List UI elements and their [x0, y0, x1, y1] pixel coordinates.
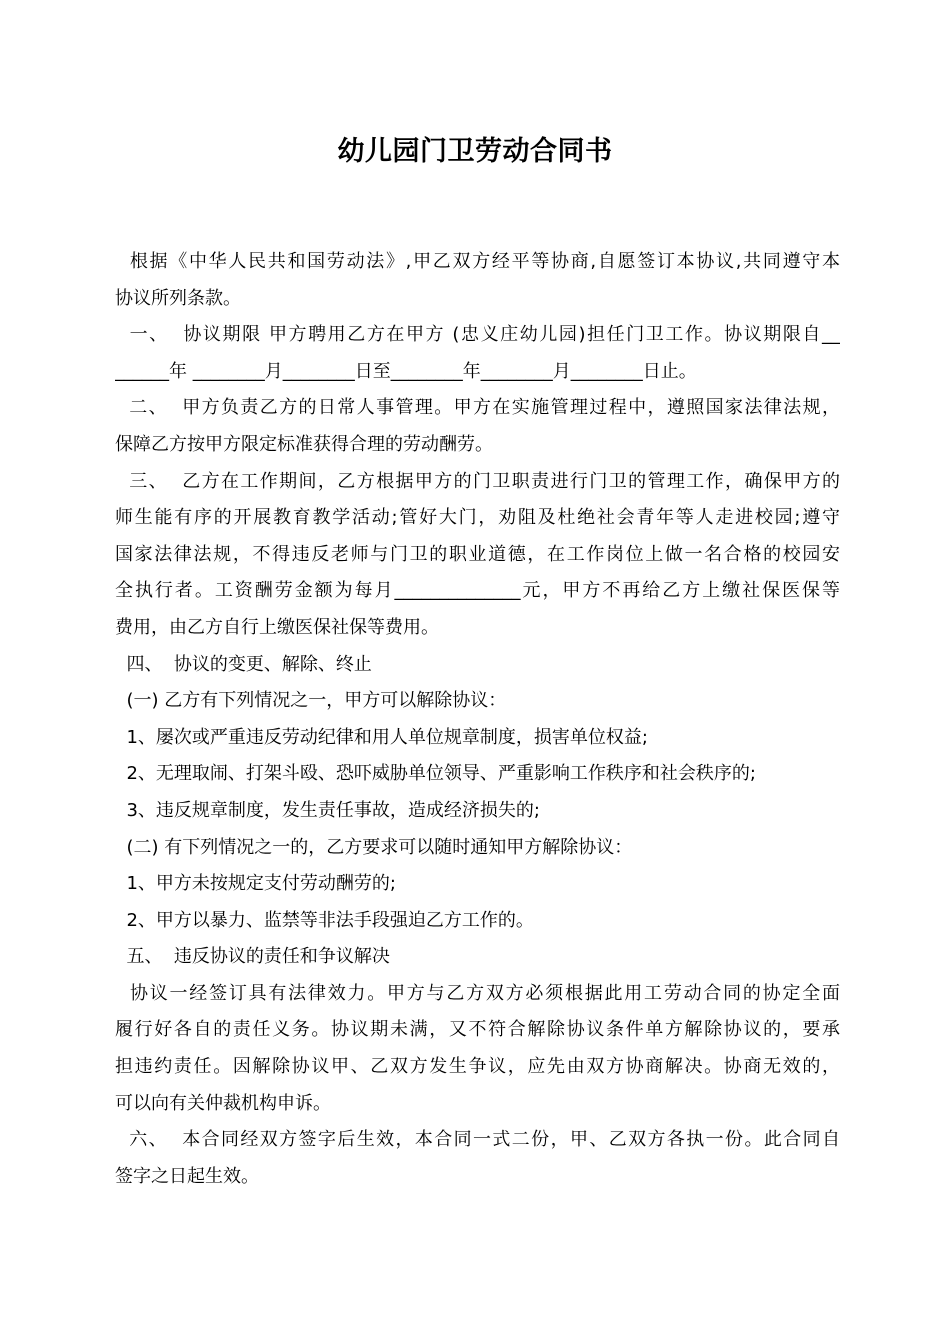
document-line: 根据《中华人民共和国劳动法》,甲乙双方经平等协商,自愿签订本协议,共同遵守本 [115, 251, 840, 272]
document-line: 2、无理取闹、打架斗殴、恐吓威胁单位领导、严重影响工作秩序和社会秩序的; [115, 763, 756, 785]
document-line: 2、甲方以暴力、监禁等非法手段强迫乙方工作的。 [115, 909, 534, 931]
document-line: ______年 ________月________日至________年________月________日止。 [115, 360, 697, 382]
document-line: 三、 乙方在工作期间，乙方根据甲方的门卫职责进行门卫的管理工作，确保甲方的 [115, 470, 840, 492]
document-body [115, 244, 840, 1195]
document-line: 师生能有序的开展教育教学活动;管好大门，劝阻及杜绝社会青年等人走进校园;遵守 [115, 507, 840, 529]
document-line: 费用，由乙方自行上缴医保社保等费用。 [115, 616, 439, 638]
document-line: 保障乙方按甲方限定标准获得合理的劳动酬劳。 [115, 433, 493, 455]
document-line: 五、 违反协议的责任和争议解决 [115, 946, 390, 968]
document-line: 1、甲方未按规定支付劳动酬劳的; [115, 873, 396, 895]
document-line: (二) 有下列情况之一的，乙方要求可以随时通知甲方解除协议： [115, 836, 633, 858]
document-line: 四、 协议的变更、解除、终止 [115, 653, 372, 675]
document-line: 可以向有关仲裁机构申诉。 [115, 1092, 331, 1114]
document-line: 全执行者。工资酬劳金额为每月______________元，甲方不再给乙方上缴社保医保等 [115, 580, 840, 602]
document-line: 一、 协议期限 甲方聘用乙方在甲方 (忠义庄幼儿园)担任门卫工作。协议期限自__ [115, 324, 840, 346]
document-line: 国家法律法规，不得违反老师与门卫的职业道德，在工作岗位上做一名合格的校园安 [115, 543, 840, 565]
document-line: 担违约责任。因解除协议甲、乙双方发生争议，应先由双方协商解决。协商无效的， [115, 1056, 840, 1078]
document-line: 协议所列条款。 [115, 287, 241, 309]
document-line: 协议一经签订具有法律效力。甲方与乙方双方必须根据此用工劳动合同的协定全面 [115, 982, 840, 1004]
document-line: 签字之日起生效。 [115, 1165, 259, 1187]
document-title: 幼儿园门卫劳动合同书 [337, 136, 613, 167]
document-line: (一) 乙方有下列情况之一，甲方可以解除协议： [115, 690, 507, 712]
document-line: 二、 甲方负责乙方的日常人事管理。甲方在实施管理过程中，遵照国家法律法规， [115, 397, 840, 419]
document-line: 3、违反规章制度，发生责任事故，造成经济损失的; [115, 799, 540, 821]
document-line: 六、 本合同经双方签字后生效，本合同一式二份，甲、乙双方各执一份。此合同自 [115, 1129, 840, 1151]
document-line: 履行好各自的责任义务。协议期未满，又不符合解除协议条件单方解除协议的，要承 [115, 1019, 840, 1041]
document-line: 1、屡次或严重违反劳动纪律和用人单位规章制度，损害单位权益; [115, 726, 648, 748]
